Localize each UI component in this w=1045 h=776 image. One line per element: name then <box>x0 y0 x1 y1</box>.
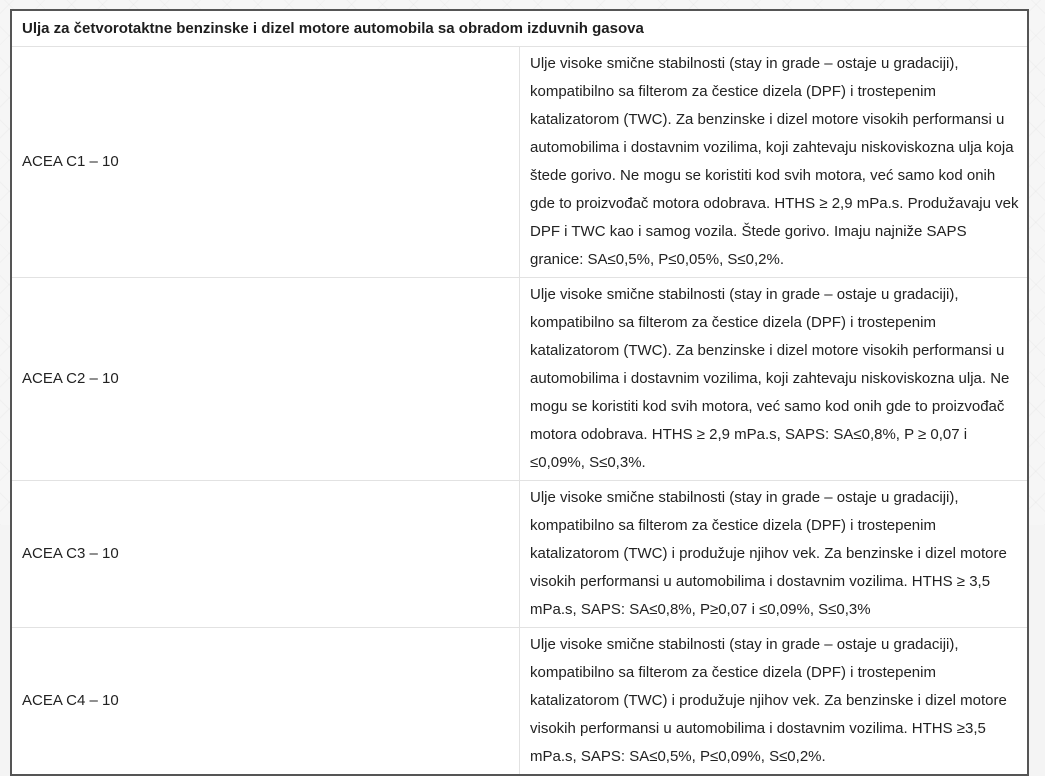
table-row <box>11 481 1028 628</box>
table-row <box>11 628 1028 776</box>
description-cell: Ulje visoke smične stabilnosti (stay in grade – ostaje u gradaciji), kompatibilno sa filterom za čestice dizela (DPF) i trostepenim katalizatorom (TWC) i produžuje njihov vek. Za benzinske i dizel motore visokih performansi u automobilima i dostavnim vozilima. HTHS ≥3,5 mPa.s, SAPS: SA≤0,5%, P≤0,09%, S≤0,2%. <box>520 628 1029 776</box>
grade-cell: ACEA C2 – 10 <box>11 278 520 481</box>
table-header-row <box>11 10 1028 47</box>
description-cell: Ulje visoke smične stabilnosti (stay in grade – ostaje u gradaciji), kompatibilno sa filterom za čestice dizela (DPF) i trostepenim katalizatorom (TWC) i produžuje njihov vek. Za benzinske i dizel motore visokih performansi u automobilima i dostavnim vozilima. HTHS ≥ 3,5 mPa.s, SAPS: SA≤0,8%, P≥0,07 i ≤0,09%, S≤0,3% <box>520 481 1029 628</box>
table-row <box>11 278 1028 481</box>
grade-cell: ACEA C1 – 10 <box>11 47 520 278</box>
acea-spec-table <box>10 9 1029 776</box>
description-cell: Ulje visoke smične stabilnosti (stay in grade – ostaje u gradaciji), kompatibilno sa filterom za čestice dizela (DPF) i trostepenim katalizatorom (TWC). Za benzinske i dizel motore visokih performansi u automobilima i dostavnim vozilima, koji zahtevaju niskoviskozna ulja. Ne mogu se koristiti kod svih motora, već samo kod onih gde to proizvođač motora odobrava. HTHS ≥ 2,9 mPa.s, SAPS: SA≤0,8%, P ≥ 0,07 i ≤0,09%, S≤0,3%. <box>520 278 1029 481</box>
description-cell: Ulje visoke smične stabilnosti (stay in grade – ostaje u gradaciji), kompatibilno sa filterom za čestice dizela (DPF) i trostepenim katalizatorom (TWC). Za benzinske i dizel motore visokih performansi u automobilima i dostavnim vozilima, koji zahtevaju niskoviskozna ulja koja štede gorivo. Ne mogu se koristiti kod svih motora, već samo kod onih gde to proizvođač motora odobrava. HTHS ≥ 2,9 mPa.s. Produžavaju vek DPF i TWC kao i samog vozila. Štede gorivo. Imaju najniže SAPS granice: SA≤0,5%, P≤0,05%, S≤0,2%. <box>520 47 1029 278</box>
grade-cell: ACEA C3 – 10 <box>11 481 520 628</box>
grade-cell: ACEA C4 – 10 <box>11 628 520 776</box>
table-title: Ulja za četvorotaktne benzinske i dizel motore automobila sa obradom izduvnih gasova <box>11 10 1028 47</box>
table-row <box>11 47 1028 278</box>
